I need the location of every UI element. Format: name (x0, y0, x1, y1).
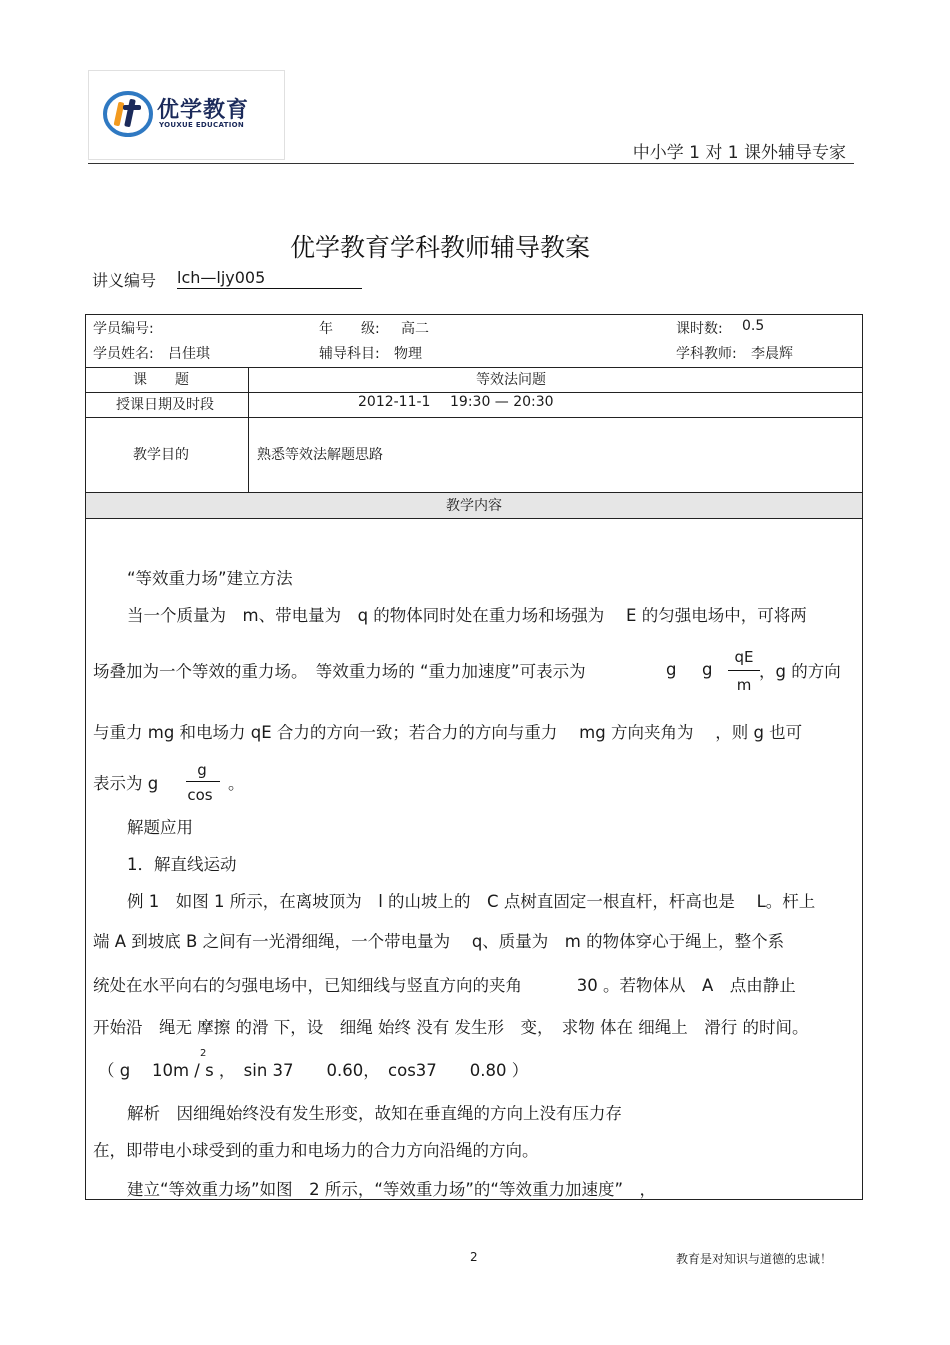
example-line: 例 1 如图 1 所示，在离坡顶为 l 的山坡上的 C 点树直固定一根直杆，杆高也是 L。杆上 (127, 892, 816, 911)
paragraph-line: 当一个质量为 m、带电量为 q 的物体同时处在重力场和场强为 E 的匀强电场中，可将两 (127, 606, 807, 625)
teacher-label: 学科教师: (676, 346, 737, 362)
formula-symbol: g (702, 660, 713, 679)
header-divider (88, 163, 854, 164)
section-heading: 1．解直线运动 (127, 855, 237, 874)
grade-value: 高二 (401, 321, 429, 337)
subject-label: 辅导科目: (319, 346, 380, 362)
company-logo (88, 70, 285, 160)
document-title: 优学教育学科教师辅导教案 (289, 233, 590, 262)
lesson-info-table (85, 314, 863, 1200)
solution-line: 建立“等效重力场”如图 2 所示，“等效重力场”的“等效重力加速度” ， (127, 1180, 657, 1199)
example-line: 开始沿 绳无 摩擦 的滑 下，设 细绳 始终 没有 发生形 变， 求物 体在 细绳上 滑行 的时间。 (93, 1018, 809, 1037)
handout-number-value: lch—ljy005 (177, 268, 362, 289)
paragraph-line: 与重力 mg 和电场力 qE 合力的方向一致；若合力的方向与重力 mg 方向夹角为 ，则 g 也可 (93, 723, 803, 742)
page-number: 2 (470, 1250, 478, 1264)
superscript: 2 (200, 1048, 207, 1059)
paragraph-line: 。 (228, 774, 245, 793)
logo-text-en: YOUXUE EDUCATION (159, 121, 245, 129)
paragraph-line: 场叠加为一个等效的重力场。 等效重力场的 “重力加速度”可表示为 (93, 662, 586, 681)
header-slogan: 中小学 1 对 1 课外辅导专家 (632, 143, 846, 163)
content-header-label: 教学内容 (446, 498, 502, 514)
table-divider (86, 367, 862, 368)
logo-mark-icon (101, 89, 155, 139)
example-line: 端 A 到坡底 B 之间有一光滑细绳，一个带电量为 q、质量为 m 的物体穿心于绳上，整个系 (93, 932, 785, 951)
fraction-denominator: cos (187, 786, 213, 804)
topic-label: 课 题 (133, 372, 189, 388)
section-heading: “等效重力场”建立方法 (127, 569, 293, 588)
formula-symbol: g (666, 660, 677, 679)
table-divider (86, 417, 862, 418)
fraction-numerator: g (197, 761, 207, 779)
example-line: 统处在水平向右的匀强电场中，已知细线与竖直方向的夹角 30 。若物体从 A 点由静止 (93, 976, 796, 995)
subject-value: 物理 (394, 346, 422, 362)
solution-line: 解析 因细绳始终没有发生形变，故知在垂直绳的方向上没有压力存 (127, 1104, 622, 1123)
topic-value: 等效法问题 (476, 372, 546, 388)
date-value: 2012-11-1 (358, 394, 431, 410)
grade-label: 年 级: (319, 321, 380, 337)
date-label: 授课日期及时段 (116, 397, 214, 413)
class-hours-value: 0.5 (742, 318, 765, 334)
solution-line: 在，即带电小球受到的重力和电场力的合力方向沿绳的方向。 (93, 1141, 539, 1160)
student-id-label: 学员编号: (93, 321, 154, 337)
table-divider (86, 518, 862, 519)
logo-text-cn: 优学教育 (157, 98, 250, 123)
footer-motto: 教育是对知识与道德的忠诚！ (676, 1252, 833, 1266)
handout-number-label: 讲义编号 (92, 271, 157, 290)
fraction-bar (728, 670, 760, 671)
teacher-value: 李晨辉 (751, 346, 793, 362)
class-hours-label: 课时数: (676, 321, 723, 337)
example-line: （ g 10m / s ， sin 37 0.60， cos37 0.80 ） (98, 1061, 529, 1080)
time-value: 19:30 — 20:30 (450, 394, 554, 410)
paragraph-line: ，g 的方向 (759, 662, 841, 681)
table-divider (86, 392, 862, 393)
fraction-numerator: qE (734, 648, 754, 666)
section-heading: 解题应用 (127, 818, 193, 837)
student-name-value: 吕佳琪 (168, 346, 210, 362)
paragraph-line: 表示为 g (93, 774, 159, 793)
fraction-bar (186, 781, 220, 782)
goal-label: 教学目的 (133, 447, 189, 463)
student-name-label: 学员姓名: (93, 346, 154, 362)
table-divider (86, 492, 862, 493)
table-column-divider (248, 367, 249, 492)
goal-value: 熟悉等效法解题思路 (257, 447, 383, 463)
fraction-denominator: m (736, 676, 752, 694)
